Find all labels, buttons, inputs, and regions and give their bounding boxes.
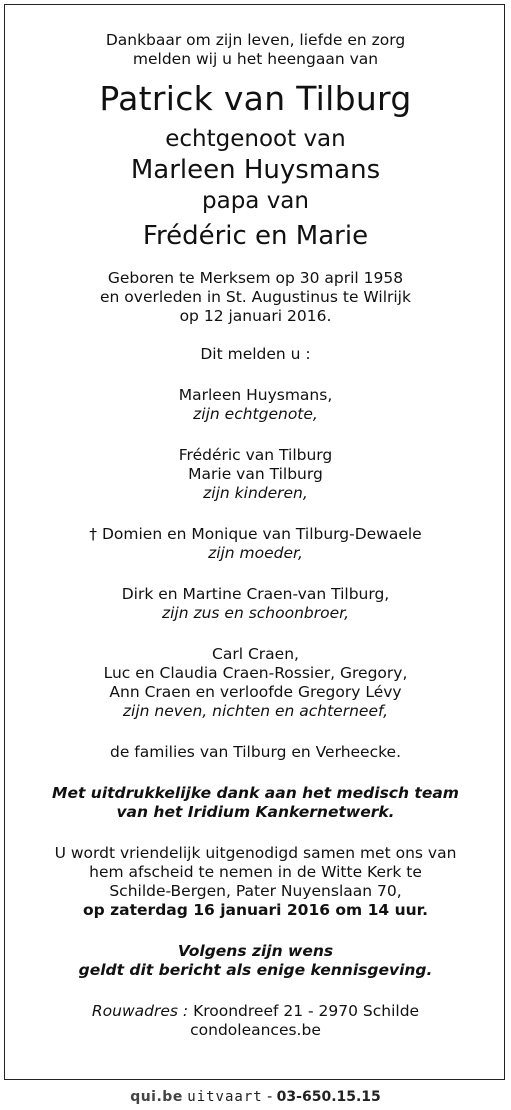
invitation-line: hem afscheid te nemen in de Witte Kerk te xyxy=(89,863,422,881)
family-relation: zijn kinderen, xyxy=(203,484,308,502)
family-name: Luc en Claudia Craen-Rossier, Gregory, xyxy=(103,664,408,682)
family-relation: zijn echtgenote, xyxy=(193,405,318,423)
phone-number: 03-650.15.15 xyxy=(276,1089,381,1105)
death-date-line: op 12 januari 2016. xyxy=(179,307,332,325)
service-label: uitvaart xyxy=(187,1089,263,1105)
invitation-date: op zaterdag 16 januari 2016 om 14 uur. xyxy=(83,901,428,919)
deceased-name: Patrick van Tilburg xyxy=(99,79,412,118)
children-label: papa van xyxy=(202,188,309,214)
footer-bar xyxy=(0,1087,511,1107)
address-value: Kroondreef 21 - 2970 Schilde xyxy=(193,1002,420,1020)
address-line xyxy=(0,1002,511,1021)
wish-line: Volgens zijn wens xyxy=(177,942,334,960)
spouse-name: Marleen Huysmans xyxy=(130,155,381,185)
invitation-line: Schilde-Bergen, Pater Nuyenslaan 70, xyxy=(109,882,402,900)
children-names: Frédéric en Marie xyxy=(142,221,369,251)
spouse-label: echtgenoot van xyxy=(165,126,346,152)
obituary-content xyxy=(0,31,511,1040)
family-relation: zijn moeder, xyxy=(208,544,303,562)
family-name: Marie van Tilburg xyxy=(188,465,323,483)
brand-logo: qui.be xyxy=(130,1089,183,1105)
birth-line: Geboren te Merksem op 30 april 1958 xyxy=(107,269,404,287)
family-relation: zijn zus en schoonbroer, xyxy=(161,604,350,622)
footer-separator: - xyxy=(267,1089,273,1105)
family-name: Carl Craen, xyxy=(212,645,299,663)
announcers-intro: Dit melden u : xyxy=(200,345,311,363)
address-label: Rouwadres : xyxy=(91,1002,189,1020)
thanks-line: van het Iridium Kankernetwerk. xyxy=(116,803,395,821)
families-line: de families van Tilburg en Verheecke. xyxy=(110,743,401,761)
family-name: † Domien en Monique van Tilburg-Dewaele xyxy=(89,525,422,543)
family-name: Ann Craen en verloofde Gregory Lévy xyxy=(109,683,402,701)
thanks-line: Met uitdrukkelijke dank aan het medisch team xyxy=(52,784,459,802)
condolence-website[interactable]: condoleances.be xyxy=(190,1021,321,1039)
death-line: en overleden in St. Augustinus te Wilrijk xyxy=(100,288,411,306)
wish-line: geldt dit bericht als enige kennisgeving. xyxy=(78,961,433,979)
intro-line: Dankbaar om zijn leven, liefde en zorg xyxy=(105,31,406,49)
invitation-line: U wordt vriendelijk uitgenodigd samen met ons van xyxy=(54,844,457,862)
family-name: Marleen Huysmans, xyxy=(178,386,333,404)
intro-line: melden wij u het heengaan van xyxy=(132,50,379,68)
family-name: Dirk en Martine Craen-van Tilburg, xyxy=(121,585,390,603)
family-relation: zijn neven, nichten en achterneef, xyxy=(122,702,389,720)
family-name: Frédéric van Tilburg xyxy=(178,446,333,464)
